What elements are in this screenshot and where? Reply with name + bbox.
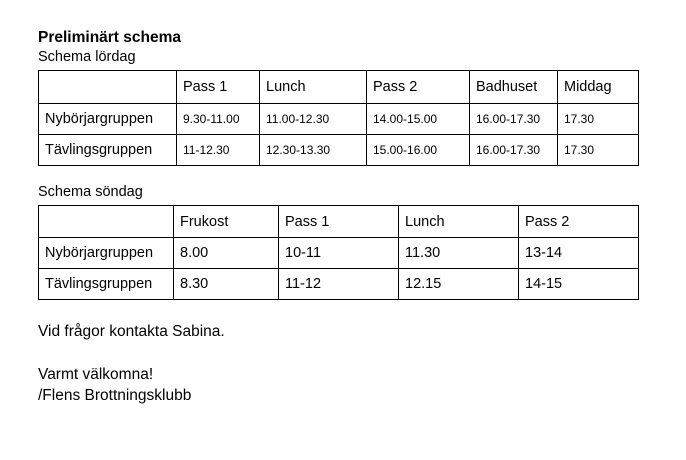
group-name-cell: Nybörjargruppen: [39, 104, 177, 135]
time-cell: 8.30: [174, 269, 279, 300]
header-cell: Frukost: [174, 206, 279, 238]
time-cell: 14-15: [519, 269, 639, 300]
time-cell: 12.30-13.30: [260, 135, 367, 166]
time-cell: 16.00-17.30: [470, 135, 558, 166]
time-cell: 14.00-15.00: [367, 104, 470, 135]
time-cell: 15.00-16.00: [367, 135, 470, 166]
document-title: Preliminärt schema: [38, 29, 182, 46]
saturday-caption: Schema lördag: [38, 49, 136, 65]
sunday-schedule-table: [38, 205, 639, 300]
time-cell: 11-12: [279, 269, 399, 300]
header-cell: Lunch: [399, 206, 519, 238]
table-header-row: [39, 206, 639, 238]
sunday-caption: Schema söndag: [38, 184, 143, 200]
time-cell: 16.00-17.30: [470, 104, 558, 135]
time-cell: 17.30: [558, 135, 639, 166]
time-cell: 12.15: [399, 269, 519, 300]
group-name-cell: Tävlingsgruppen: [39, 135, 177, 166]
time-cell: 9.30-11.00: [177, 104, 260, 135]
table-header-row: [39, 71, 639, 104]
header-cell: [39, 206, 174, 238]
welcome-text: Varmt välkomna!: [38, 366, 154, 383]
header-cell: Pass 1: [279, 206, 399, 238]
time-cell: 10-11: [279, 238, 399, 269]
table-row: [39, 269, 639, 300]
header-cell: Pass 2: [367, 71, 470, 104]
header-cell: Lunch: [260, 71, 367, 104]
header-cell: Badhuset: [470, 71, 558, 104]
contact-text: Vid frågor kontakta Sabina.: [38, 323, 225, 340]
header-cell: Pass 2: [519, 206, 639, 238]
time-cell: 11-12.30: [177, 135, 260, 166]
group-name-cell: Tävlingsgruppen: [39, 269, 174, 300]
time-cell: 8.00: [174, 238, 279, 269]
table-row: [39, 238, 639, 269]
group-name-cell: Nybörjargruppen: [39, 238, 174, 269]
time-cell: 11.30: [399, 238, 519, 269]
header-cell: Middag: [558, 71, 639, 104]
time-cell: 17.30: [558, 104, 639, 135]
table-row: [39, 104, 639, 135]
saturday-schedule-table: [38, 70, 639, 166]
time-cell: 11.00-12.30: [260, 104, 367, 135]
signature-text: /Flens Brottningsklubb: [38, 387, 192, 404]
header-cell: [39, 71, 177, 104]
header-cell: Pass 1: [177, 71, 260, 104]
table-row: [39, 135, 639, 166]
time-cell: 13-14: [519, 238, 639, 269]
